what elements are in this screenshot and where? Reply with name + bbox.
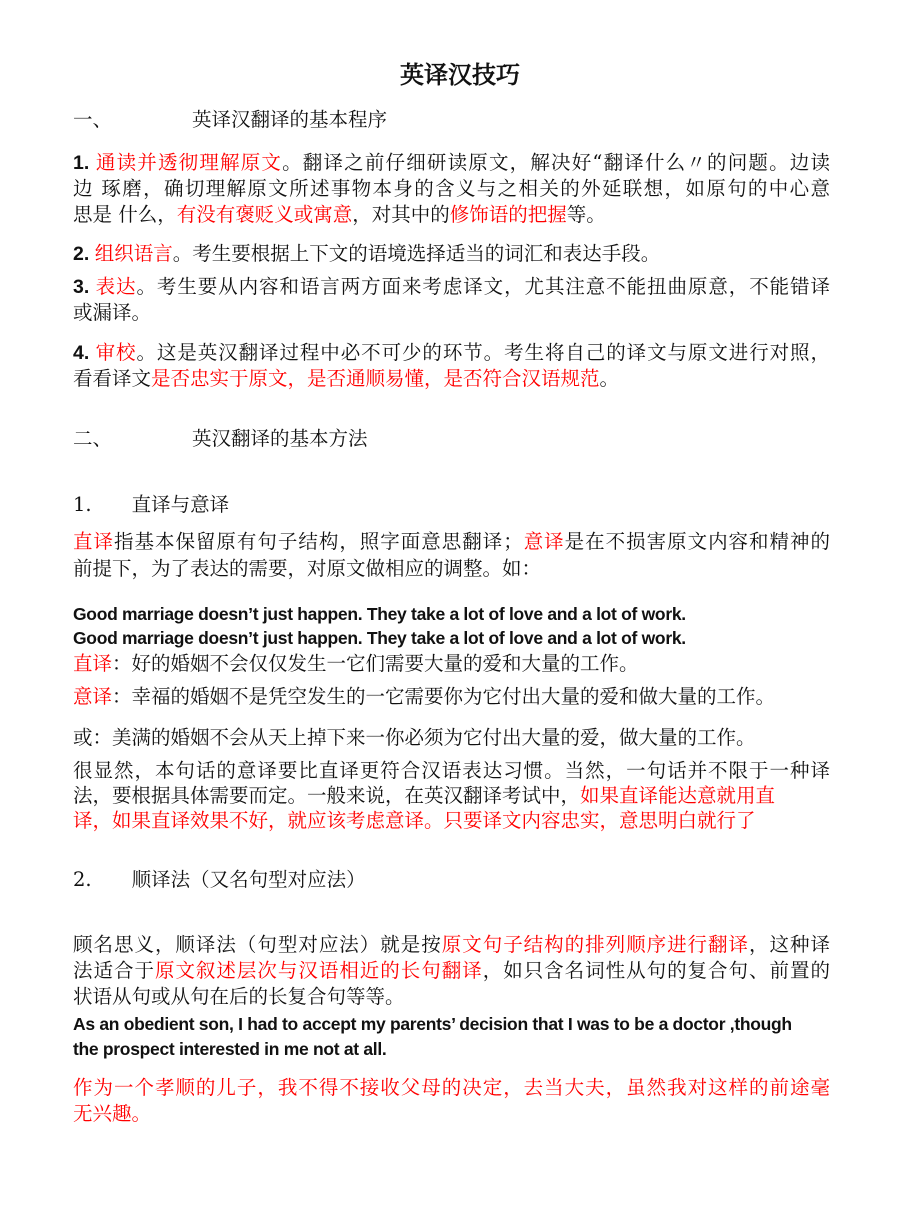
text-line	[73, 274, 830, 300]
item-number: 2.	[73, 243, 95, 265]
text-segment: 一、	[73, 108, 113, 131]
highlighted-text: 如果直译能达意就用直	[580, 784, 776, 807]
document-title: 英译汉技巧	[400, 61, 520, 89]
highlighted-text: 审校	[95, 341, 137, 364]
text-segment: Good marriage doesn’t just happen. They take a lot of love and a lot of work.	[73, 628, 686, 648]
text-line	[73, 1075, 830, 1101]
highlighted-text: 作为一个孝顺的儿子，我不得不接收父母的决定，去当大夫，虽然我对这样的前途毫	[73, 1076, 830, 1099]
text-line	[73, 202, 606, 228]
text-segment: ，如只含名词性从句的复合句、前置的	[482, 959, 830, 982]
text-line	[73, 300, 151, 326]
english-example-line	[73, 1011, 792, 1037]
highlighted-text: 原文句子结构的排列顺序进行翻译	[441, 933, 750, 956]
highlighted-text: 组织语言	[94, 242, 173, 265]
highlighted-text: 表达	[95, 275, 137, 298]
highlighted-text: 无兴趣。	[73, 1102, 152, 1125]
text-segment: 是在不损害原文内容和精神的	[564, 530, 830, 553]
text-segment: 看看译文	[73, 367, 152, 390]
section-heading	[73, 492, 229, 518]
item-number: 4.	[73, 342, 96, 364]
text-segment: 。考生要从内容和语言两方面来考虑译文，尤其注意不能扭曲原意，不能错译	[136, 275, 830, 298]
text-segment: 思是 什么，	[73, 203, 177, 226]
text-segment: 。这是英汉翻译过程中必不可少的环节。考生将自己的译文与原文进行对照，	[136, 341, 830, 364]
text-line	[73, 366, 619, 392]
text-segment: 法适合于	[73, 959, 155, 982]
text-segment: 顾名思义，顺译法（句型对应法）就是按	[73, 933, 442, 956]
section-heading	[73, 107, 387, 133]
text-line	[73, 783, 775, 809]
highlighted-text: 是否忠实于原文，是否通顺易懂，是否符合汉语规范	[151, 367, 600, 390]
text-segment: 二、	[73, 427, 113, 450]
text-segment: Good marriage doesn’t just happen. They take a lot of love and a lot of work.	[73, 604, 686, 624]
text-segment: 1.	[73, 493, 92, 516]
section-heading	[73, 867, 366, 893]
text-segment: 指基本保留原有句子结构，照字面意思翻译；	[113, 530, 523, 553]
text-segment: 法，要根据具体需要而定。一般来说，在英汉翻译考试中，	[73, 784, 581, 807]
highlighted-text: 直译	[73, 652, 113, 675]
text-segment: 英汉翻译的基本方法	[192, 427, 368, 450]
text-segment: 状语从句或从句在后的长复合句等等。	[73, 985, 405, 1008]
text-segment: 或漏译。	[73, 301, 152, 324]
highlighted-text: 原文叙述层次与汉语相近的长句翻译	[154, 959, 483, 982]
highlighted-text: 译，如果直译效果不好，就应该考虑意译。只要译文内容忠实，意思明白就行了	[73, 809, 756, 832]
text-line	[73, 1101, 151, 1127]
text-segment: 等。	[566, 203, 606, 226]
text-segment: the prospect interested in me not at all.	[73, 1039, 387, 1059]
highlighted-text: 直译	[73, 530, 114, 553]
text-line	[73, 340, 830, 366]
text-line	[73, 150, 830, 176]
text-segment: 。	[599, 367, 620, 390]
text-line	[73, 241, 660, 267]
highlighted-text: 通读并透彻理解原文	[95, 151, 283, 174]
text-segment: 顺译法（又名句型对应法）	[131, 868, 366, 891]
text-line	[73, 984, 405, 1010]
english-example-line	[73, 601, 686, 627]
item-number: 1.	[73, 152, 96, 174]
text-segment: 2.	[73, 868, 92, 891]
section-heading	[73, 426, 368, 452]
text-line	[73, 808, 756, 834]
text-line	[73, 725, 756, 751]
highlighted-text: 修饰语的把握	[449, 203, 567, 226]
text-line	[73, 958, 830, 984]
highlighted-text: 意译	[73, 685, 113, 708]
text-line	[73, 758, 830, 784]
text-segment: 边 琢磨，确切理解原文所述事物本身的含义与之相关的外延联想，如原句的中心意	[73, 177, 830, 200]
text-line	[73, 932, 830, 958]
text-segment: ，对其中的	[352, 203, 450, 226]
text-segment: 。考生要根据上下文的语境选择适当的词汇和表达手段。	[172, 242, 661, 265]
text-segment: 直译与意译	[131, 493, 230, 516]
text-segment: 前提下，为了表达的需要，对原文做相应的调整。如：	[73, 557, 542, 580]
item-number: 3.	[73, 276, 96, 298]
english-example-line	[73, 625, 686, 651]
text-line	[73, 529, 830, 555]
text-segment: ，这种译	[749, 933, 830, 956]
text-segment: 或：美满的婚姻不会从天上掉下来一你必须为它付出大量的爱，做大量的工作。	[73, 726, 756, 749]
text-line	[73, 556, 541, 582]
text-line	[73, 684, 775, 710]
highlighted-text: 有没有褒贬义或寓意	[176, 203, 353, 226]
text-segment: ：好的婚姻不会仅仅发生一它们需要大量的爱和大量的工作。	[112, 652, 639, 675]
text-line	[73, 651, 639, 677]
english-example-line	[73, 1036, 386, 1062]
text-line	[73, 176, 830, 202]
text-segment: 很显然，本句话的意译要比直译更符合汉语表达习惯。当然，一句话并不限于一种译	[73, 759, 830, 782]
text-segment: 。翻译之前仔细研读原文，解决好“翻译什么〃的问题。边读	[282, 151, 830, 174]
text-segment: As an obedient son, I had to accept my parents’ decision that I was to be a doctor ,though	[73, 1014, 792, 1034]
highlighted-text: 意译	[522, 530, 565, 553]
text-segment: 英译汉翻译的基本程序	[192, 108, 388, 131]
text-segment: ：幸福的婚姻不是凭空发生的一它需要你为它付出大量的爱和做大量的工作。	[112, 685, 776, 708]
